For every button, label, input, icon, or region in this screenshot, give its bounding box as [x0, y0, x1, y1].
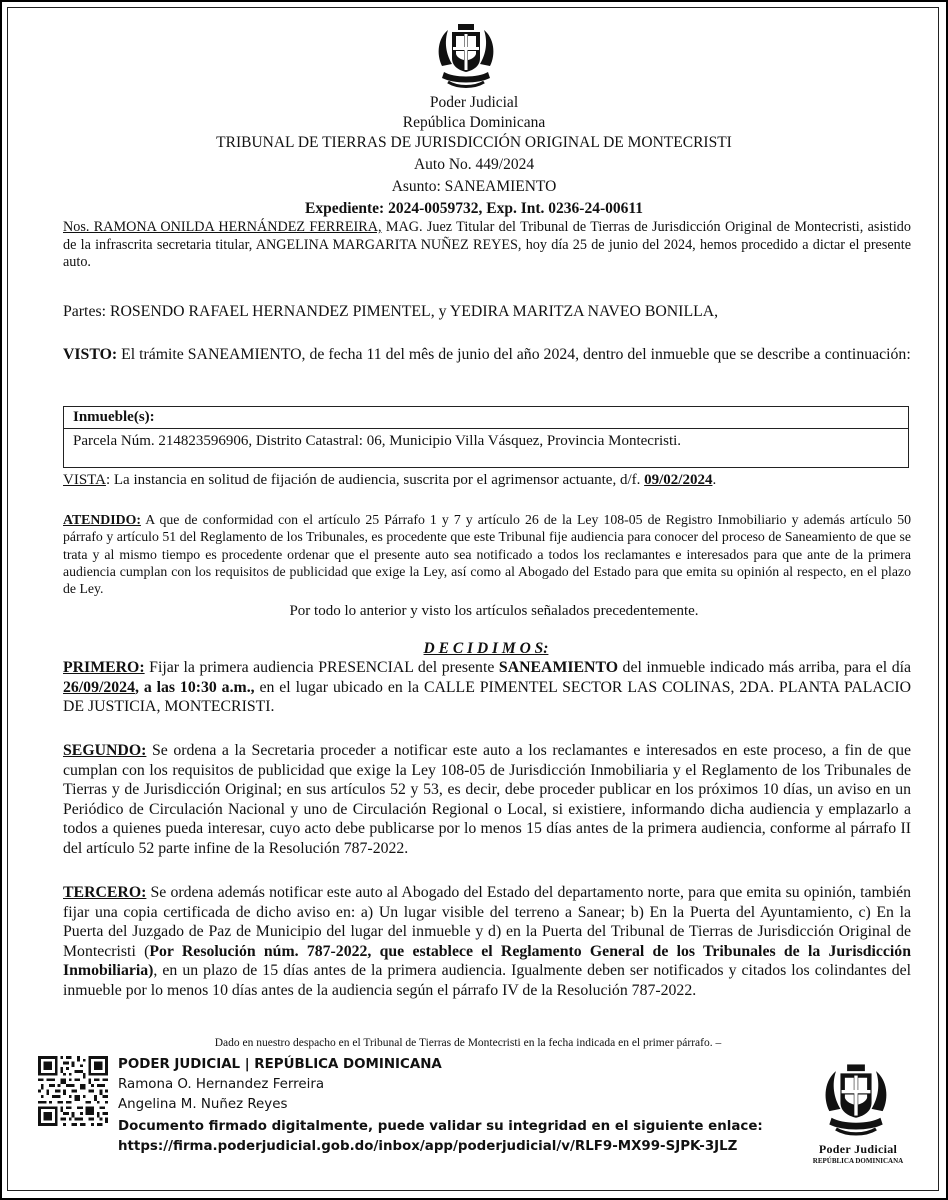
primero-text-1: Fijar la primera audiencia PRESENCIAL del presente: [144, 659, 499, 676]
inmueble-table: [63, 406, 909, 468]
inmueble-value: Parcela Núm. 214823596906, Distrito Catastral: 06, Municipio Villa Vásquez, Provincia Montecristi.: [73, 433, 682, 449]
signature-line-3: Angelina M. Nuñez Reyes: [118, 1097, 288, 1112]
primero-bold-2: , a las 10:30 a.m.,: [134, 678, 255, 696]
tercero-text-2: , en un plazo de 15 días antes de la primera audiencia. Igualmente deben ser notificados y citados los colindantes del inmueble por lo menos 10 días antes de la audiencia según el párrafo IV de la Resolución 787-2022.: [63, 962, 911, 999]
atendido-closing: Por todo lo anterior y visto los artículos señalados precedentemente.: [289, 603, 699, 619]
seal-title: Poder Judicial: [818, 1142, 898, 1156]
seal-subtitle: REPÚBLICA DOMINICANA: [812, 1157, 904, 1165]
intro-paragraph: [63, 219, 911, 272]
header-org: Poder Judicial: [429, 94, 519, 111]
header-country: República Dominicana: [402, 114, 546, 131]
visto-paragraph: [63, 345, 911, 365]
segundo-text: Se ordena a la Secretaria proceder a notificar este auto a los reclamantes e interesados en este proceso, a fin de que cumplan con los requisitos de publicidad que exige la Ley 108-05 de Jurisdicción Inmobiliaria y el Reglamento de los Tribunales de Tierras y de Jurisdicción Original; en sus artículos 52 y 53, es decir, debe proceder publicar en los próximos 10 días, un aviso en un Periódico de Circulación Nacional y uno de Circulación Regional o Local, si existiere, informando dicha audiencia y emplazarlo a todos a quienes pueda interesar, cuyo acto debe publicarse por lo menos 15 días antes de la primera audiencia, conforme al párrafo II del artículo 52 parte infine de la Resolución 787-2022.: [63, 742, 911, 857]
header-asunto: Asunto: SANEAMIENTO: [391, 178, 557, 195]
primero-paragraph: [63, 658, 911, 717]
atendido-text: A que de conformidad con el artículo 25 Párrafo 1 y 7 y artículo 26 de la Ley 108-05 de Registro Inmobiliario y además artículo 50 párrafo y artículo 51 del Reglamento de los Tribunales, es procedente que este Tribunal fije audiencia para conocer del proceso de Saneamiento de que se trata y al mismo tiempo es procedente ordenar que el presente auto sea notificado a todos los reclamantes e interesados para que ante de la primera audiencia cumplan con los requisitos de publicidad que exige la Ley, así como al Abogado del Estado para que emita su opinión al respecto, en el plazo de Ley.: [63, 512, 911, 597]
primero-text-2: del inmueble indicado más arriba, para el día: [618, 659, 911, 676]
tercero-label: TERCERO:: [63, 884, 147, 901]
primero-label: PRIMERO:: [63, 659, 145, 676]
validation-link[interactable]: https://firma.poderjudicial.gob.do/inbox/app/poderjudicial/v/RLF9-MX99-SJPK-3JLZ: [118, 1139, 738, 1154]
footer-note: Dado en nuestro despacho en el Tribunal de Tierras de Montecristi en la fecha indicada en el primer párrafo. –: [214, 1037, 722, 1049]
partes-line: Partes: ROSENDO RAFAEL HERNANDEZ PIMENTEL, y YEDIRA MARITZA NAVEO BONILLA,: [63, 303, 719, 320]
coat-of-arms-icon: [434, 20, 498, 92]
header-auto-number: Auto No. 449/2024: [413, 156, 535, 173]
vista-paragraph: [63, 471, 911, 491]
segundo-paragraph: [63, 741, 911, 858]
visto-label: VISTO:: [63, 346, 118, 363]
inmueble-header: Inmueble(s):: [64, 407, 908, 429]
qr-code-icon[interactable]: [38, 1056, 108, 1126]
tercero-text-1: Se ordena además notificar este auto al Abogado del Estado del departamento norte, para que emita su opinión, también fijar una copia certificada de dicho aviso en: a) Un lugar visible del terreno a Sanear; b) En la Puerta del Ayuntamiento, c) En la Puerta del Juzgado de Paz de Municipio del lugar del inmueble y d) en la Puerta del Tribunal de Tierras de Jurisdicción Original de Montecristi (: [63, 884, 911, 960]
seal-icon: [820, 1060, 892, 1140]
signature-line-4: Documento firmado digitalmente, puede validar su integridad en el siguiente enlace:: [118, 1119, 763, 1134]
primero-text-3: en el lugar ubicado en la CALLE PIMENTEL SECTOR LAS COLINAS, 2DA. PLANTA PALACIO DE JUSTICIA, MONTECRISTI.: [63, 678, 911, 715]
header-court: TRIBUNAL DE TIERRAS DE JURISDICCIÓN ORIGINAL DE MONTECRISTI: [216, 134, 732, 151]
intro-text: MAG. Juez Titular del Tribunal de Tierras de Jurisdicción Original de Montecristi, asistido de la infrascrita secretaria titular, ANGELINA MARGARITA NUÑEZ REYES, hoy día 25 de junio del 2024, hemos procedido a dictar el presente auto.: [63, 219, 911, 270]
segundo-label: SEGUNDO:: [63, 742, 147, 759]
primero-date: 26/09/2024: [63, 678, 135, 696]
vista-text: : La instancia en solitud de fijación de audiencia, suscrita por el agrimensor actuante, d/f.: [105, 472, 645, 488]
visto-text: El trámite SANEAMIENTO, de fecha 11 del mês de junio del año 2024, dentro del inmueble que se describe a continuación:: [117, 346, 911, 363]
header-expediente: Expediente: 2024-0059732, Exp. Int. 0236-24-00611: [305, 200, 643, 217]
primero-bold-1: SANEAMIENTO: [498, 659, 618, 676]
vista-label: VISTA: [63, 472, 106, 488]
vista-date: 09/02/2024: [644, 472, 713, 488]
judge-name: Nos. RAMONA ONILDA HERNÁNDEZ FERREIRA,: [63, 219, 382, 235]
vista-end: .: [712, 472, 717, 488]
signature-line-2: Ramona O. Hernandez Ferreira: [118, 1077, 325, 1092]
atendido-paragraph: [63, 511, 911, 597]
tercero-paragraph: [63, 883, 911, 1000]
tercero-bold: Por Resolución núm. 787-2022, que establece el Reglamento General de los Tribunales de la Jurisdicción Inmobiliaria): [63, 942, 911, 979]
signature-line-1: PODER JUDICIAL | REPÚBLICA DOMINICANA: [118, 1057, 442, 1072]
atendido-label: ATENDIDO:: [63, 512, 141, 527]
decidimos-heading: D E C I D I M O S:: [423, 640, 549, 657]
